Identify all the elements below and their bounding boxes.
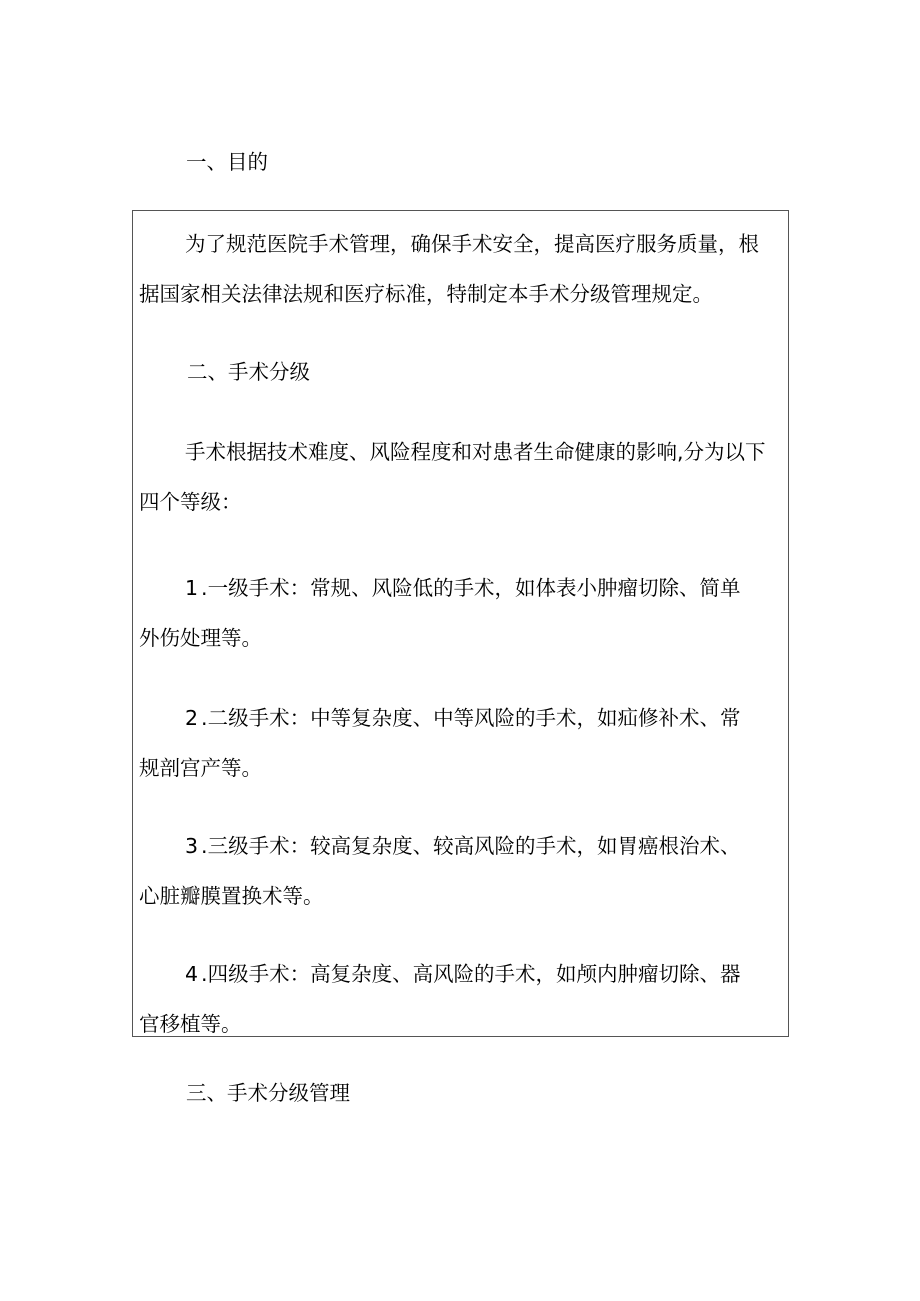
level-line-1 (133, 705, 790, 731)
level-line-1 (133, 575, 790, 601)
level-line-2: 规剖宫产等。 (139, 756, 262, 780)
purpose-paragraph (133, 231, 790, 307)
purpose-line-1: 为了规范医院手术管理，确保手术安全，提高医疗服务质量，根 (185, 232, 759, 256)
level-number: 1 (185, 576, 199, 600)
intro-line-1: 手术根据技术难度、风险程度和对患者生命健康的影响,分为以下 (185, 440, 766, 464)
level-number: 2 (185, 706, 199, 730)
level-line-2: 官移植等。 (139, 1012, 242, 1036)
level-number: 4 (185, 962, 199, 986)
level-text: .二级手术：中等复杂度、中等风险的手术，如疝修补术、常 (201, 706, 741, 730)
grading-intro-paragraph (133, 439, 790, 515)
section-heading-management: 三、手术分级管理 (186, 1081, 350, 1105)
level-line-2: 外伤处理等。 (139, 626, 262, 650)
content-box (132, 210, 789, 1037)
level-line-2: 心脏瓣膜置换术等。 (139, 884, 324, 908)
section-heading-purpose: 一、目的 (186, 150, 268, 174)
level-item (133, 833, 790, 909)
level-text: .一级手术：常规、风险低的手术，如体表小肿瘤切除、简单 (201, 576, 741, 600)
level-text: .四级手术：高复杂度、高风险的手术，如颅内肿瘤切除、器 (201, 962, 741, 986)
level-line-1 (133, 833, 790, 859)
intro-line-2: 四个等级： (139, 490, 242, 514)
section-heading-grading: 二、手术分级 (187, 360, 310, 384)
level-line-1 (133, 961, 790, 987)
level-item (133, 705, 790, 781)
level-text: .三级手术：较高复杂度、较高风险的手术，如胃癌根治术、 (201, 834, 741, 858)
purpose-line-2: 据国家相关法律法规和医疗标准，特制定本手术分级管理规定。 (139, 282, 713, 306)
level-item (133, 575, 790, 651)
level-item (133, 961, 790, 1037)
level-number: 3 (185, 834, 199, 858)
